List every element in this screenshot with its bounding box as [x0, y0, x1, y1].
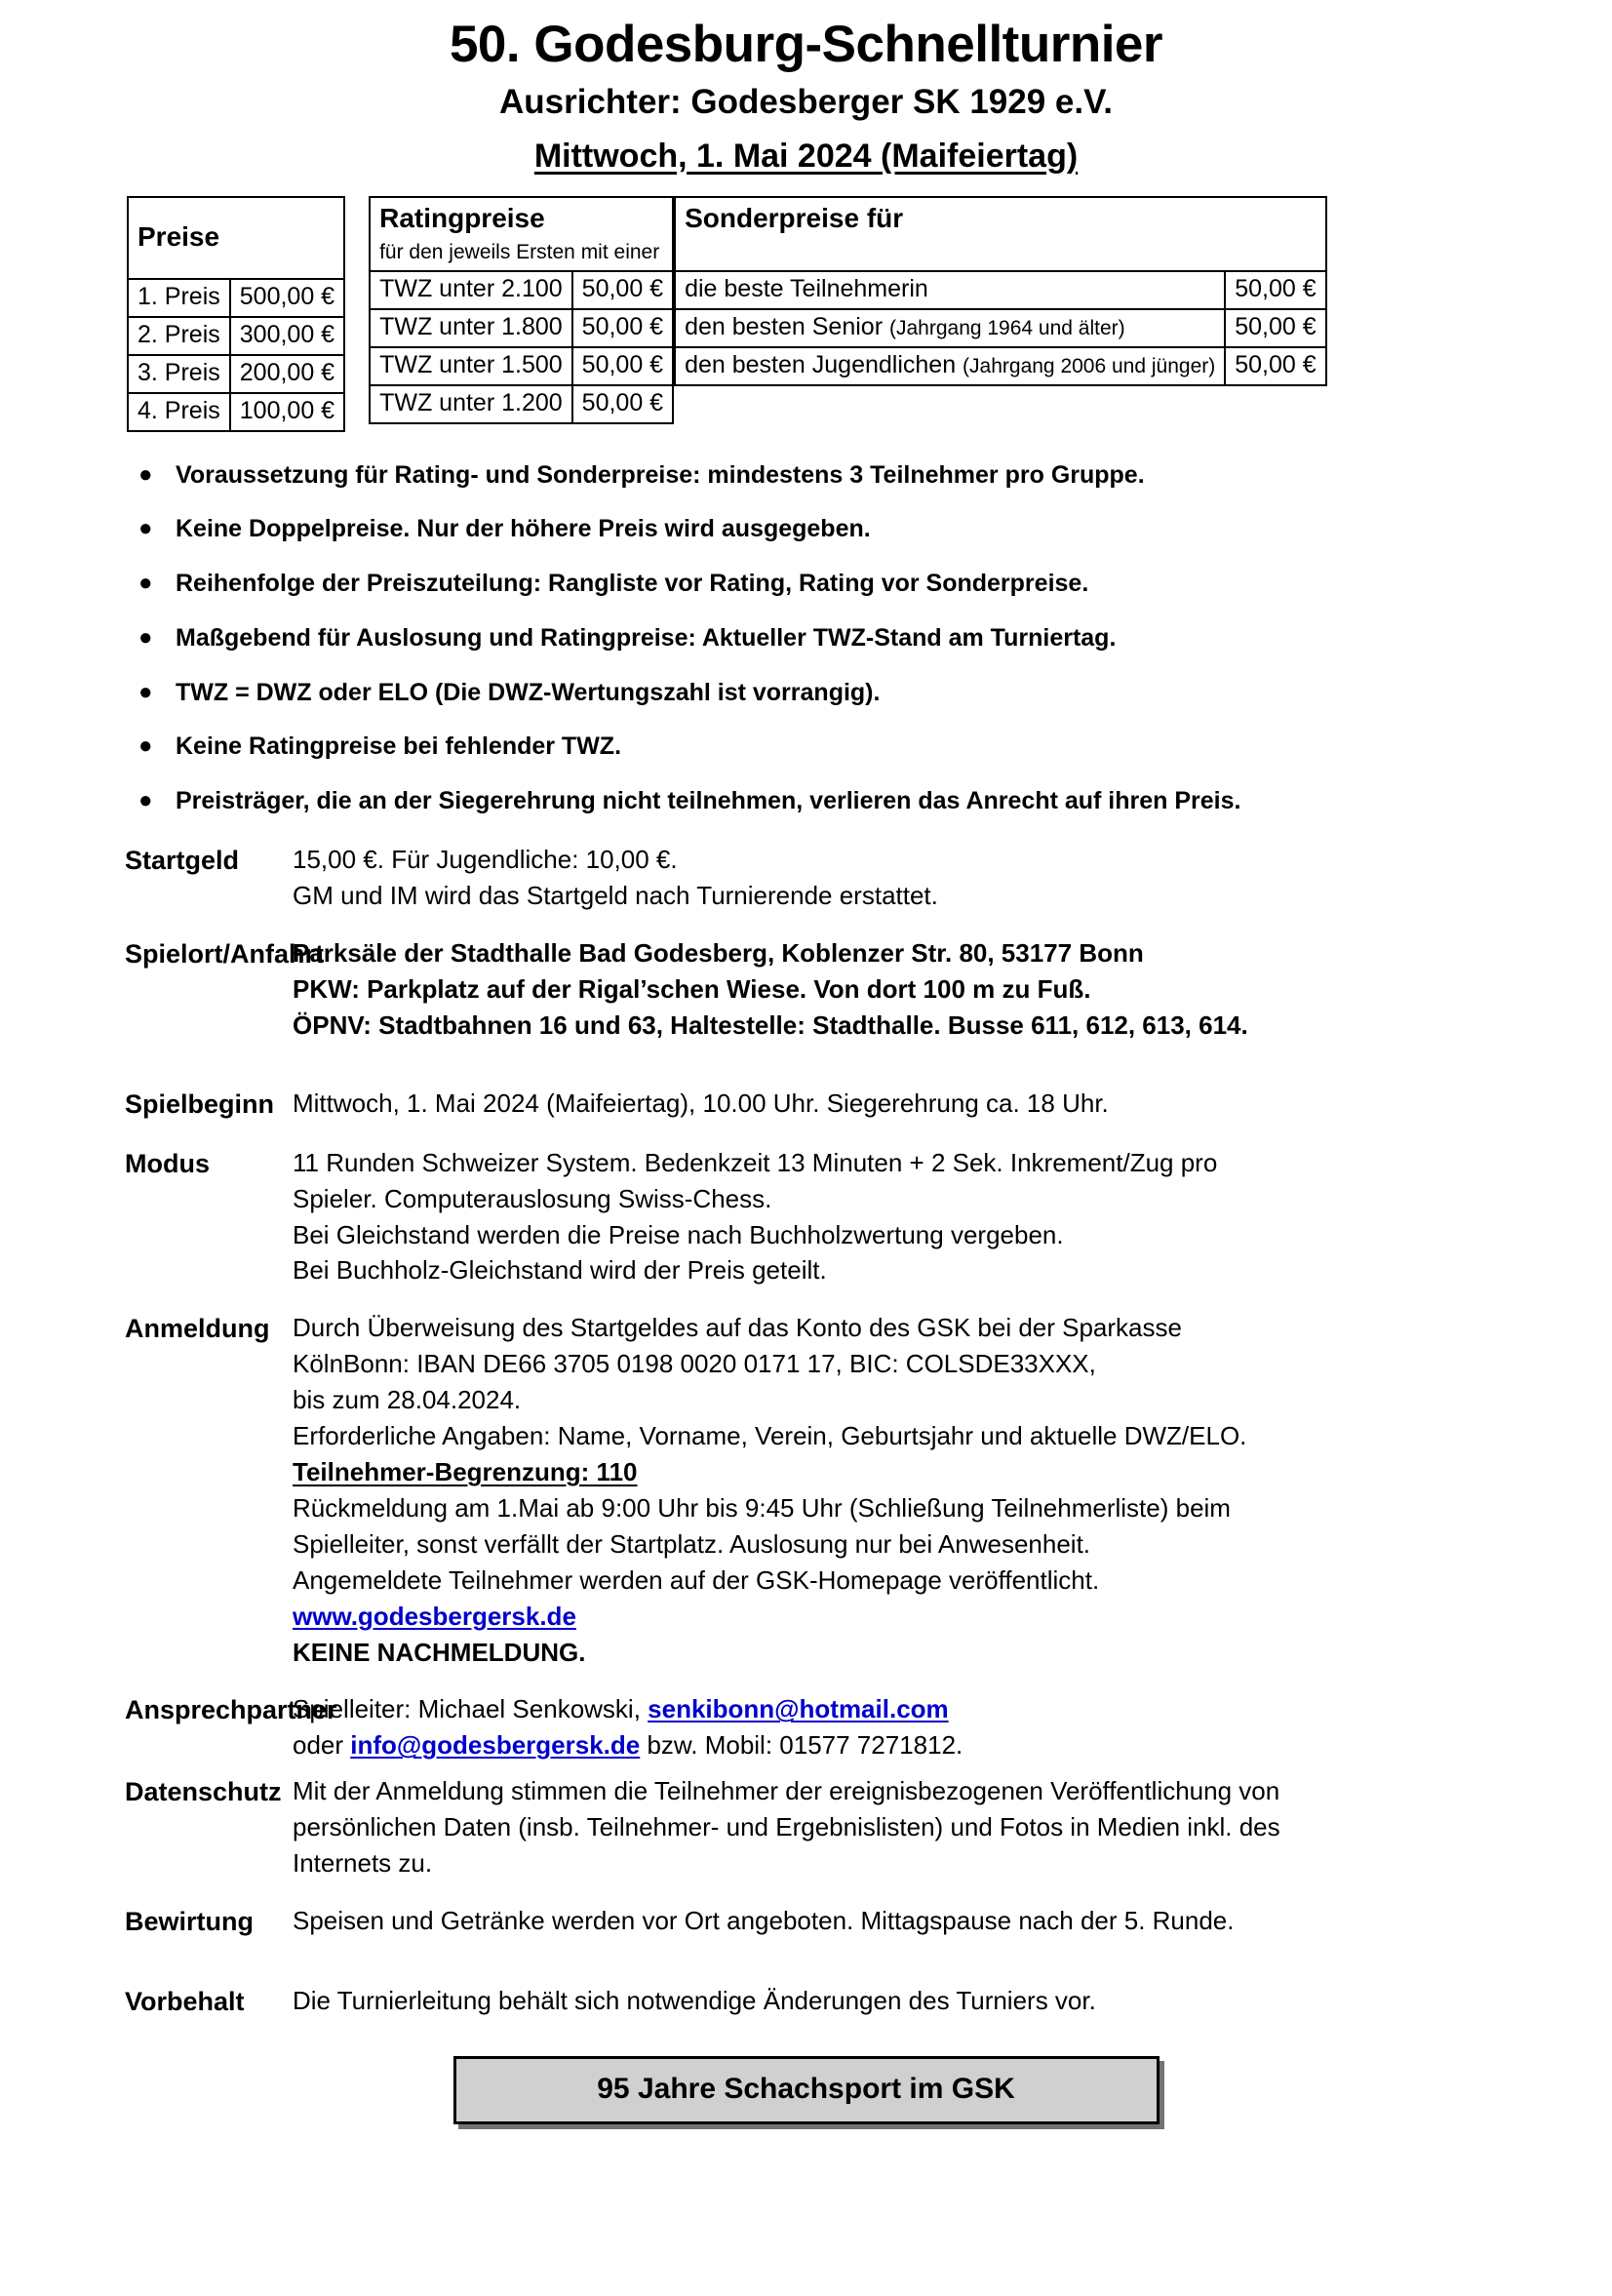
table-header-row — [675, 197, 1326, 271]
rating-amount: 50,00 € — [572, 385, 673, 423]
section-body-modus — [293, 1145, 1217, 1289]
rating-amount: 50,00 € — [572, 347, 673, 385]
list-item-label: Preisträger, die an der Siegerehrung nicht teilnehmen, verlieren das Anrecht auf ihren Preis. — [176, 787, 1241, 815]
rating-band: TWZ unter 1.200 — [370, 385, 572, 423]
list-item-label: TWZ = DWZ oder ELO (Die DWZ-Wertungszahl ist vorrangig). — [176, 678, 881, 706]
bullet-icon: ● — [138, 787, 153, 814]
special-category-note: (Jahrgang 2006 und jünger) — [963, 354, 1216, 377]
modus-line-1: 11 Runden Schweizer System. Bedenkzeit 13 Minuten + 2 Sek. Inkrement/Zug pro — [293, 1147, 1218, 1177]
anniversary-badge: 95 Jahre Schachsport im GSK — [453, 2056, 1160, 2124]
anmeldung-deadline: bis zum 28.04.2024. — [293, 1385, 522, 1415]
table-row — [675, 271, 1326, 309]
conditions-list — [0, 461, 1612, 815]
privacy-line-2: persönlichen Daten (insb. Teilnehmer- und Ergebnislisten) und Fotos in Medien inkl. des — [293, 1812, 1280, 1842]
table-row — [370, 309, 673, 347]
section-body-spielbeginn — [293, 1086, 1109, 1122]
section-body-bewirtung — [293, 1903, 1235, 1939]
special-category-note: (Jahrgang 1964 und älter) — [888, 316, 1125, 339]
bullet-icon: ● — [138, 570, 153, 597]
venue-parking: PKW: Parkplatz auf der Rigal’schen Wiese. Von dort 100 m zu Fuß. — [293, 973, 1091, 1004]
modus-line-4: Bei Buchholz-Gleichstand wird der Preis geteilt. — [293, 1255, 827, 1286]
anmeldung-checkin-1: Rückmeldung am 1.Mai ab 9:00 Uhr bis 9:45 Uhr (Schließung Teilnehmerliste) beim — [293, 1492, 1231, 1523]
disclaimer-line: Die Turnierleitung behält sich notwendige Änderungen des Turniers vor. — [293, 1986, 1096, 2016]
section-label-vorbehalt: Vorbehalt — [125, 1987, 245, 2017]
modus-line-3: Bei Gleichstand werden die Preise nach Buchholzwertung vergeben. — [293, 1219, 1064, 1249]
special-header-label: Sonderpreise für — [685, 202, 904, 233]
prize-tables — [127, 196, 1612, 432]
table-row — [370, 347, 673, 385]
prize-amount: 500,00 € — [230, 279, 344, 317]
section-vorbehalt — [0, 1983, 1612, 2020]
section-body-datenschutz — [293, 1773, 1280, 1881]
table-row — [128, 317, 344, 355]
list-item — [138, 732, 1612, 761]
start-time: Mittwoch, 1. Mai 2024 (Maifeiertag), 10.00 Uhr. Siegerehrung ca. 18 Uhr. — [293, 1089, 1109, 1119]
bullet-icon: ● — [138, 515, 153, 542]
section-label-anmeldung: Anmeldung — [125, 1314, 270, 1344]
startgeld-refund: GM und IM wird das Startgeld nach Turnierende erstattet. — [293, 880, 938, 910]
section-body-anmeldung — [293, 1310, 1246, 1670]
contact-name: Spielleiter: Michael Senkowski, — [293, 1694, 649, 1724]
special-amount: 50,00 € — [1225, 347, 1325, 385]
list-item-label: Keine Ratingpreise bei fehlender TWZ. — [176, 732, 622, 761]
participant-limit: Teilnehmer-Begrenzung: 110 — [293, 1456, 638, 1486]
section-label-ansprechpartner: Ansprechpartner — [125, 1695, 337, 1725]
bullet-icon: ● — [138, 460, 153, 488]
table-row — [128, 393, 344, 431]
list-item — [138, 570, 1612, 598]
special-category-text: den besten Jugendlichen — [685, 350, 963, 378]
section-startgeld — [0, 842, 1612, 914]
list-item-label: Reihenfolge der Preiszuteilung: Rangliste vor Rating, Rating vor Sonderpreise. — [176, 570, 1089, 598]
list-item-label: Voraussetzung für Rating- und Sonderpreise: mindestens 3 Teilnehmer pro Gruppe. — [176, 460, 1145, 489]
section-anmeldung — [0, 1310, 1612, 1670]
prize-rank: 4. Preis — [128, 393, 230, 431]
anmeldung-checkin-2: Spielleiter, sonst verfällt der Startplatz. Auslosung nur bei Anwesenheit. — [293, 1528, 1091, 1559]
rating-amount: 50,00 € — [572, 271, 673, 309]
bullet-icon: ● — [138, 623, 153, 651]
section-spielort — [0, 935, 1612, 1044]
rating-band: TWZ unter 1.500 — [370, 347, 572, 385]
section-body-startgeld — [293, 842, 938, 914]
table-row — [370, 385, 673, 423]
website-link[interactable]: www.godesbergersk.de — [293, 1601, 576, 1631]
rating-band: TWZ unter 2.100 — [370, 271, 572, 309]
special-prizes-table-header — [675, 197, 1326, 271]
table-row — [128, 279, 344, 317]
table-row — [128, 355, 344, 393]
anmeldung-line-1: Durch Überweisung des Startgeldes auf das Konto des GSK bei der Sparkasse — [293, 1313, 1182, 1343]
catering-line: Speisen und Getränke werden vor Ort angeboten. Mittagspause nach der 5. Runde. — [293, 1905, 1235, 1935]
prizes-header-label: Preise — [138, 221, 220, 253]
venue-address: Parksäle der Stadthalle Bad Godesberg, Koblenzer Str. 80, 53177 Bonn — [293, 937, 1144, 968]
rating-header-label: Ratingpreise — [379, 202, 545, 233]
special-category-text: die beste Teilnehmerin — [685, 274, 928, 302]
venue-transit: ÖPNV: Stadtbahnen 16 und 63, Haltestelle: Stadthalle. Busse 611, 612, 613, 614. — [293, 1009, 1248, 1040]
table-row — [370, 271, 673, 309]
event-date: Mittwoch, 1. Mai 2024 (Maifeiertag) — [533, 137, 1079, 175]
section-datenschutz — [0, 1773, 1612, 1881]
prize-rank: 1. Preis — [128, 279, 230, 317]
section-label-datenschutz: Datenschutz — [125, 1777, 282, 1807]
list-item-label: Keine Doppelpreise. Nur der höhere Preis wird ausgegeben. — [176, 515, 871, 543]
anmeldung-bank: KölnBonn: IBAN DE66 3705 0198 0020 0171 17, BIC: COLSDE33XXX, — [293, 1349, 1096, 1379]
special-prizes-table — [674, 196, 1327, 386]
document-page — [0, 16, 1612, 2296]
prize-amount: 100,00 € — [230, 393, 344, 431]
contact-alt-prefix: oder — [293, 1730, 351, 1761]
rating-header-subtitle: für den jeweils Ersten mit einer — [379, 240, 660, 263]
privacy-line-1: Mit der Anmeldung stimmen die Teilnehmer der ereignisbezogenen Veröffentlichung von — [293, 1776, 1280, 1806]
email-link-primary[interactable]: senkibonn@hotmail.com — [648, 1694, 949, 1724]
rating-amount: 50,00 € — [572, 309, 673, 347]
rating-band: TWZ unter 1.800 — [370, 309, 572, 347]
table-row — [675, 347, 1326, 385]
anmeldung-publication: Angemeldete Teilnehmer werden auf der GSK-Homepage veröffentlicht. — [293, 1564, 1100, 1595]
bullet-icon: ● — [138, 732, 153, 760]
special-category — [675, 271, 1225, 309]
email-link-secondary[interactable]: info@godesbergersk.de — [350, 1730, 641, 1761]
prize-amount: 200,00 € — [230, 355, 344, 393]
section-body-spielort — [293, 935, 1248, 1044]
list-item — [138, 787, 1612, 815]
bullet-icon: ● — [138, 678, 153, 705]
rating-prizes-table-header — [370, 197, 673, 271]
list-item — [138, 678, 1612, 707]
page-title: 50. Godesburg-Schnellturnier — [449, 16, 1163, 73]
prize-rank: 2. Preis — [128, 317, 230, 355]
section-ansprechpartner — [0, 1691, 1612, 1763]
prize-rank: 3. Preis — [128, 355, 230, 393]
anmeldung-required-fields: Erforderliche Angaben: Name, Vorname, Verein, Geburtsjahr und aktuelle DWZ/ELO. — [293, 1421, 1247, 1451]
special-amount: 50,00 € — [1225, 271, 1325, 309]
table-header-row — [128, 197, 344, 279]
document-header — [0, 16, 1612, 175]
rating-prizes-table — [369, 196, 674, 424]
special-category — [675, 309, 1225, 347]
section-label-spielort: Spielort/Anfahrt — [125, 938, 325, 969]
startgeld-fee: 15,00 €. Für Jugendliche: 10,00 €. — [293, 844, 678, 874]
special-amount: 50,00 € — [1225, 309, 1325, 347]
table-row — [675, 309, 1326, 347]
organizer-subtitle: Ausrichter: Godesberger SK 1929 e.V. — [499, 83, 1113, 122]
contact-phone: bzw. Mobil: 01577 7271812. — [640, 1730, 963, 1761]
section-label-bewirtung: Bewirtung — [125, 1906, 254, 1936]
prizes-table-header — [128, 197, 344, 279]
section-modus — [0, 1145, 1612, 1289]
prizes-table — [127, 196, 345, 432]
section-body-ansprechpartner — [293, 1691, 963, 1763]
no-late-registration: KEINE NACHMELDUNG. — [293, 1637, 586, 1667]
details-section — [0, 842, 1612, 2021]
section-body-vorbehalt — [293, 1983, 1096, 2019]
section-label-spielbeginn: Spielbeginn — [125, 1089, 275, 1120]
footer — [0, 2056, 1612, 2124]
list-item-label: Maßgebend für Auslosung und Ratingpreise: Aktueller TWZ-Stand am Turniertag. — [176, 623, 1117, 652]
prize-amount: 300,00 € — [230, 317, 344, 355]
special-category — [675, 347, 1225, 385]
list-item — [138, 623, 1612, 653]
section-bewirtung — [0, 1903, 1612, 1940]
modus-line-2: Spieler. Computerauslosung Swiss-Chess. — [293, 1183, 772, 1213]
special-category-text: den besten Senior — [685, 312, 889, 340]
list-item — [138, 515, 1612, 543]
privacy-line-3: Internets zu. — [293, 1848, 433, 1879]
section-spielbeginn — [0, 1086, 1612, 1123]
section-label-startgeld: Startgeld — [125, 845, 240, 875]
table-header-row — [370, 197, 673, 271]
list-item — [138, 460, 1612, 490]
section-label-modus: Modus — [125, 1148, 210, 1178]
